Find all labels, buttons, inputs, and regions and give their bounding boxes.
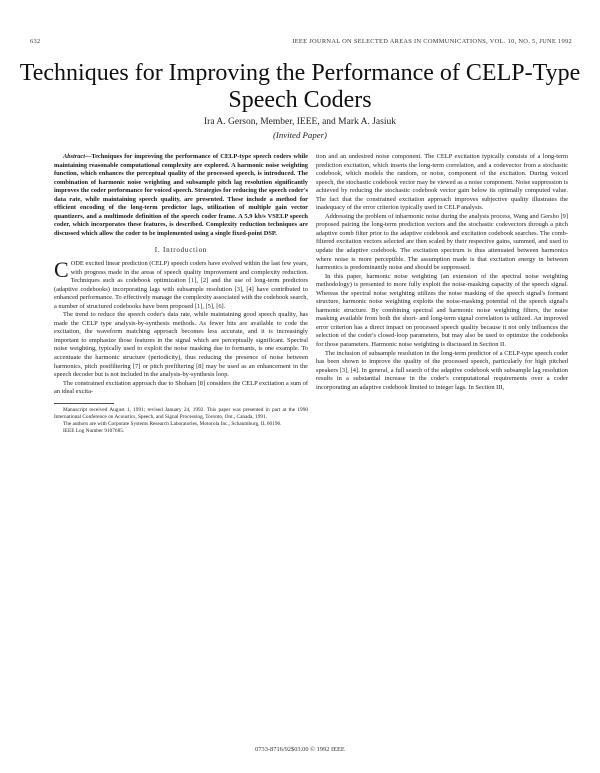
footnote-log-number: IEEE Log Number 9107685. <box>63 427 125 434</box>
footnote-divider <box>54 403 114 404</box>
intro-paragraph-3: The constrained excitation approach due to Shoham [8] considers the CELP excitation a sum of an ideal excita- <box>54 379 308 396</box>
drop-cap: C <box>54 257 69 283</box>
paper-title: Techniques for Improving the Performance of CELP-Type Speech Coders <box>19 60 581 113</box>
intro-paragraph-1: CODE excited linear prediction (CELP) speech coders have evolved within the last few years, with progress made in the areas of speech quality improvement and complexity reduction. Techniques such as codebook optimization [1], [2] and the use of long-term predictors (adaptive codebooks) incorporating lags with subsample resolution [3], [4] have contributed to enhanced performance. To effectively manage the complexity associated with the codebook search, a number of structured codebooks have been proposed [1], [5], [6]. <box>54 257 308 310</box>
abstract-lead: Abstract— <box>63 153 92 160</box>
paper-type: (Invited Paper) <box>273 130 327 140</box>
section-heading-introduction: I. Introduction <box>154 246 208 255</box>
body-paragraph-1: tion and an undesired noise component. The CELP excitation typically consists of a long-term prediction excitation, which inserts the long-term correlation, and a codevector from a stochastic codebook, which models the random, or noise, component of the excitation. During voiced speech, the stochastic codebook vector may be viewed as a noise component. Noise suppression is achieved by reducing the stochastic codebook vector gain below its optimally computed value. The fact that the constrained excitation approach improves subjective quality illustrates the inadequacy of the error criterion typically used in CELP analysis. <box>316 153 568 212</box>
body-paragraph-3: In this paper, harmonic noise weighting (an extension of the spectral noise weighting methodology) is presented to more fully exploit the noise-masking capacity of the speech signal. Whereas the spectral noise weighting utilizes the noise masking of the speech signal's formant structure, harmonic noise weighting exploits the noise-masking potential of the speech signal's harmonic structure. By combining spectral and harmonic noise weighting filters, the noise masking available from both the short- and long-term signal correlation is utilized. An improved error criterion has a direct impact on processed speech quality because it not only influences the selection of the coder's closed-loop parameters, but may also be used to optimize the codebooks for those parameters. Harmonic noise weighting is discussed in Section II. <box>316 272 568 349</box>
left-column <box>54 153 308 435</box>
journal-title: IEEE JOURNAL ON SELECTED AREAS IN COMMUNICATIONS, VOL. 10, NO. 5, JUNE 1992 <box>292 38 572 45</box>
body-paragraph-4: The inclusion of subsample resolution in the long-term predictor of a CELP-type speech coder has been shown to improve the quality of the processed speech, particularly for high pitched speakers [3], [4]. In general, a full search of the adaptive codebook with subsample lag resolution results in a substantial increase in the coder's computational requirements over a coder incorporating an adaptive codebook limited to integer lags. In Section III, <box>316 349 568 391</box>
abstract-text: Techniques for improving the performance of CELP-type speech coders while maintaining reasonable computational complexity are explored. A harmonic noise weighting function, which enhances the perceptual quality of the processed speech, is introduced. The combination of harmonic noise weighting and subsample pitch lag resolution significantly improves the coder performance for voiced speech. Strategies for reducing the speech coder's data rate, while maintaining speech quality, are presented. These include a method for efficient encoding of the long-term predictor lags, utilization of multiple gain vector quantizers, and a multimode definition of the speech coder frame. A 5.9 kb/s VSELP speech coder, which incorporates these features, is described. Complexity reduction techniques are discussed which allow the coder to be implemented using a single fixed-point DSP. <box>54 153 308 237</box>
footnote-affiliation: The authors are with Corporate Systems Research Laboratories, Motorola Inc., Schaumburg, IL 60196. <box>63 420 282 427</box>
copyright-footer: 0733-8716/92$03.00 © 1992 IEEE <box>255 746 345 753</box>
footnote-manuscript: Manuscript received August 1, 1991; revised January 24, 1992. This paper was presented in part at the 1990 International Conference on Acoustics, Speech, and Signal Processing, Toronto, Ont., Canada, 1991. <box>54 406 308 420</box>
page-number: 632 <box>30 38 41 45</box>
paper-authors: Ira A. Gerson, Member, IEEE, and Mark A. Jasiuk <box>204 117 396 127</box>
body-paragraph-2: Addressing the problem of inharmonic noise during the analysis process, Wang and Gersho [9] proposed pairing the long-term prediction vectors and the stochastic codevectors through a pitch adaptive comb filter prior to the adaptive codebook and excitation codebook searches. The comb-filtered excitation vectors selected are then scaled by their respective gains, summed, and used to update the adaptive codebook. The excitation spectrum is thus attenuated between harmonics where noise is more perceptible. The assumption made is that excitation energy in between harmonics is predominantly noise and should be suppressed. <box>316 212 568 272</box>
abstract <box>54 153 308 238</box>
right-column <box>316 153 568 392</box>
intro-paragraph-2: The trend to reduce the speech coder's data rate, while maintaining good speech quality, has made the CELP type analysis-by-synthesis methods. As fewer bits are available to code the excitation, the waveform matching approach becomes less accurate, and it is increasingly important to emphasize those features in the signal which are perceptually significant. Spectral noise weighting, typically used to exploit the noise masking due to formants, is one example. To accentuate the harmonic structure (periodicity), thus reducing the presence of noise between harmonics, pitch postfiltering [7] or pitch prefiltering [8] may be used as an enhancement in the speech decoder but is not included in the analysis-by-synthesis loop. <box>54 311 308 379</box>
running-header <box>30 38 572 50</box>
